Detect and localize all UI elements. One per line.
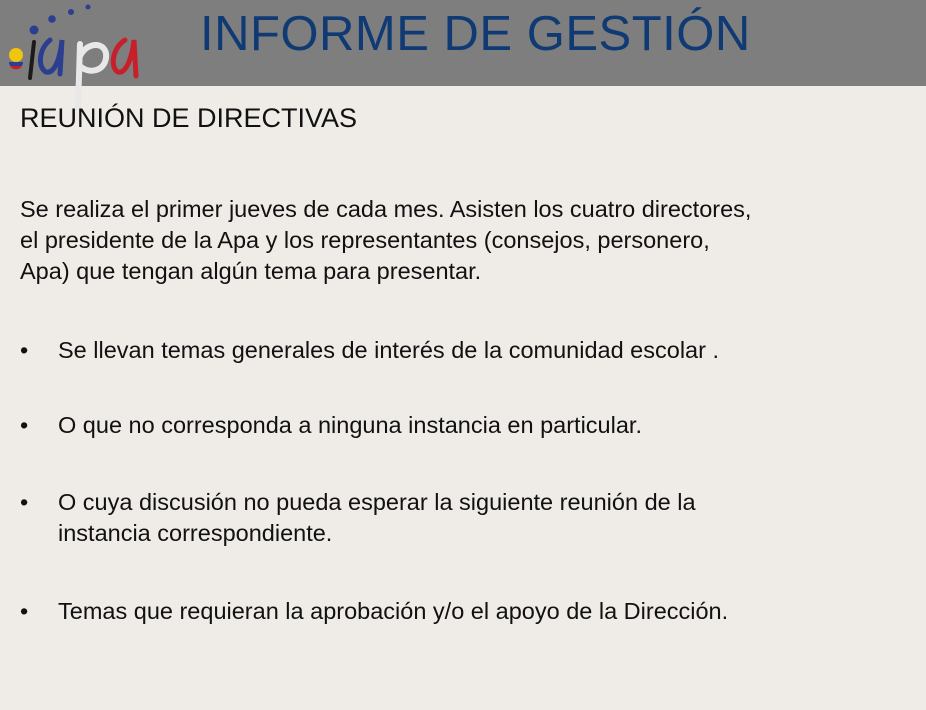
logo-dot	[68, 9, 74, 15]
bullet-text: Se llevan temas generales de interés de la comunidad escolar .	[58, 337, 719, 363]
intro-line: el presidente de la Apa y los representantes (consejos, personero,	[20, 227, 710, 253]
bullet-marker: •	[20, 412, 29, 438]
page-title: INFORME DE GESTIÓN	[200, 7, 751, 61]
bullet-marker: •	[20, 337, 29, 363]
logo-dot-red	[10, 66, 22, 69]
intro-line: Apa) que tengan algún tema para presentar.	[20, 258, 482, 284]
logo-dot	[9, 48, 23, 62]
bullet-marker: •	[20, 489, 29, 515]
intro-paragraph	[20, 194, 926, 287]
bullet-text: O que no corresponda a ninguna instancia en particular.	[58, 412, 642, 438]
bullet-marker: •	[20, 598, 29, 624]
logo-letter-a2	[113, 40, 136, 76]
logo-letter-a	[40, 40, 62, 74]
logo-dot	[48, 15, 56, 23]
apa-logo	[0, 0, 150, 110]
intro-line: Se realiza el primer jueves de cada mes. Asisten los cuatro directores,	[20, 196, 752, 222]
section-subtitle: REUNIÓN DE DIRECTIVAS	[20, 103, 358, 133]
logo-dot	[30, 26, 39, 35]
bullet-text: O cuya discusión no pueda esperar la siguiente reunión de la	[58, 489, 696, 515]
logo-letter-i	[30, 42, 34, 78]
logo-dot	[86, 5, 91, 10]
logo-letter-p	[78, 44, 106, 108]
bullet-text: instancia correspondiente.	[58, 520, 333, 546]
bullet-text: Temas que requieran la aprobación y/o el apoyo de la Dirección.	[58, 598, 729, 624]
